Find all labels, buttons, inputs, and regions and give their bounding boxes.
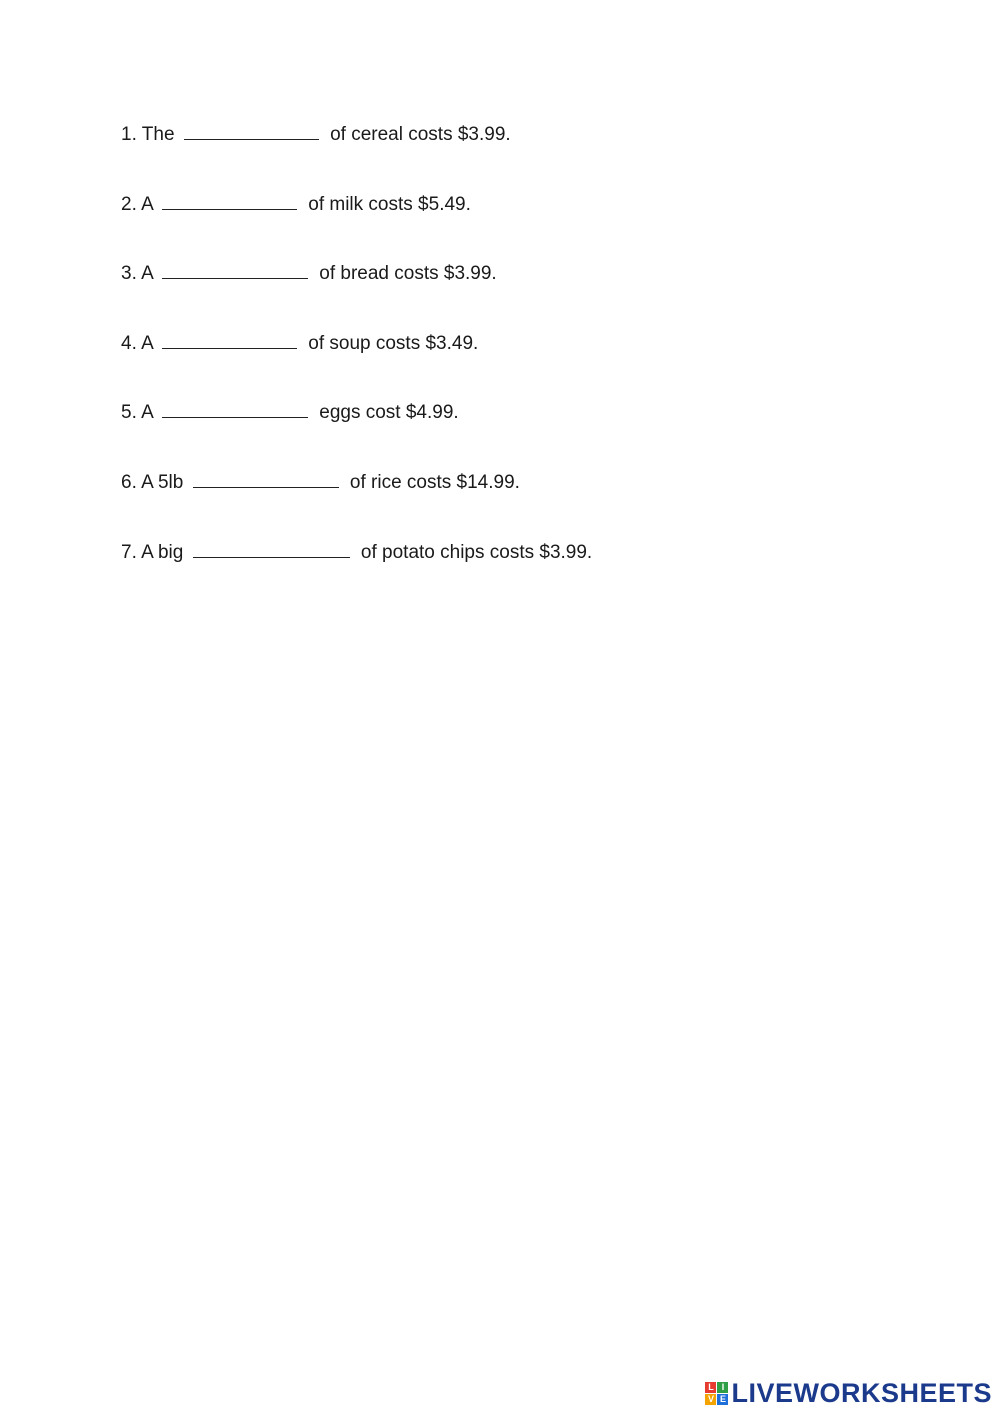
question-text-after: of potato chips costs $3.99. xyxy=(355,541,593,563)
question-text-before: 6. A 5lb xyxy=(121,471,189,493)
answer-blank-2[interactable] xyxy=(162,189,297,210)
question-text-before: 5. A xyxy=(121,402,158,424)
question-text-after: of bread costs $3.99. xyxy=(313,263,497,285)
question-list xyxy=(121,119,941,606)
logo-letter-e: E xyxy=(717,1394,728,1405)
question-1 xyxy=(121,119,941,189)
liveworksheets-logo xyxy=(705,1379,992,1407)
question-text-after: eggs cost $4.99. xyxy=(313,402,459,424)
question-text-after: of soup costs $3.49. xyxy=(302,332,479,354)
question-4 xyxy=(121,328,941,398)
question-text-after: of milk costs $5.49. xyxy=(302,193,471,215)
question-3 xyxy=(121,258,941,328)
logo-letter-l: L xyxy=(705,1382,716,1393)
question-text-before: 1. The xyxy=(121,124,180,145)
question-text-before: 3. A xyxy=(121,263,158,285)
question-text-after: of cereal costs $3.99. xyxy=(324,124,511,145)
answer-blank-7[interactable] xyxy=(193,537,350,558)
question-7 xyxy=(121,537,941,607)
logo-letter-i: I xyxy=(717,1382,728,1393)
answer-blank-5[interactable] xyxy=(162,397,308,418)
logo-letter-v: V xyxy=(705,1394,716,1405)
answer-blank-6[interactable] xyxy=(193,467,339,488)
question-6 xyxy=(121,467,941,537)
question-text-before: 4. A xyxy=(121,332,158,354)
question-5 xyxy=(121,397,941,467)
question-text-before: 2. A xyxy=(121,193,158,215)
question-text-after: of rice costs $14.99. xyxy=(344,471,520,493)
question-text-before: 7. A big xyxy=(121,541,189,563)
question-2 xyxy=(121,189,941,259)
live-logo-icon xyxy=(705,1382,728,1405)
answer-blank-4[interactable] xyxy=(162,328,297,349)
answer-blank-1[interactable] xyxy=(184,119,319,140)
answer-blank-3[interactable] xyxy=(162,258,308,279)
brand-name: LIVEWORKSHEETS xyxy=(731,1378,992,1408)
